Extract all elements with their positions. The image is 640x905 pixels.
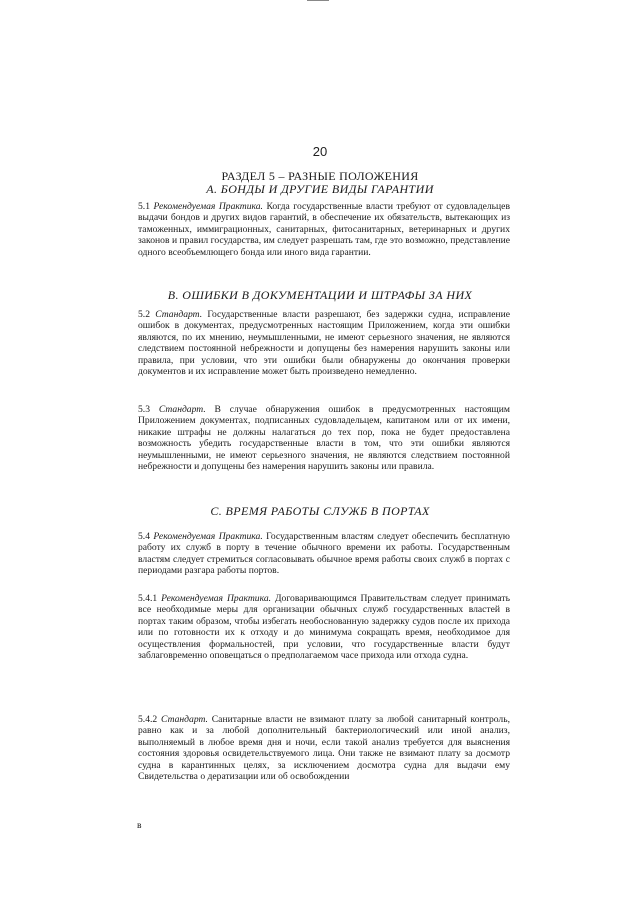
heading-b: В. ОШИБКИ В ДОКУМЕНТАЦИИ И ШТРАФЫ ЗА НИХ xyxy=(167,288,473,302)
top-edge-mark xyxy=(307,0,329,1)
paragraph-text: Санитарные власти не взимают плату за любой санитарный контроль, равно как и за любой дополнительный бактериологический или иной анализ, выполняемый в любое время дня и ночи, если такой анализ требуется для выяснения состояния здоровья освидетельствуемого лица. Они также не взимают плату за досмотр судна в карантинных целях, за исключением досмотра судна для выдачи ему Свидетельства о дератизации или об освобождении xyxy=(138,714,510,783)
paragraph-kind: Рекомендуемая Практика. xyxy=(153,531,263,542)
heading-c: С. ВРЕМЯ РАБОТЫ СЛУЖБ В ПОРТАХ xyxy=(210,504,430,518)
paragraph-5-4-2 xyxy=(138,714,510,782)
page-number: 20 xyxy=(312,144,328,159)
paragraph-5-3 xyxy=(138,404,510,472)
paragraph-number: 5.3 xyxy=(138,404,150,415)
paragraph-number: 5.4 xyxy=(138,531,150,542)
paragraph-kind: Стандарт. xyxy=(158,404,206,415)
paragraph-kind: Стандарт. xyxy=(161,714,208,725)
paragraph-5-1 xyxy=(138,201,510,258)
paragraph-text: В случае обнаружения ошибок в предусмотренных настоящим Приложением документах, подписанных судовладельцем, капитаном или от их имени, никакие штрафы не должны налагаться до тех пор, пока не будет предоставлена возможность убедить государственные власти в том, что эти ошибки являются неумышленными, не имеют серьезного значения, не являются следствием постоянной небрежности и допущены без намерения нарушить законы или правила. xyxy=(138,404,510,473)
paragraph-kind: Рекомендуемая Практика. xyxy=(161,593,272,604)
heading-a: А. БОНДЫ И ДРУГИЕ ВИДЫ ГАРАНТИИ xyxy=(206,182,434,196)
paragraph-number: 5.4.1 xyxy=(138,593,158,604)
paragraph-text: Государственным властям следует обеспечить бесплатную работу их служб в порту в течение обычного времени их работы. Государственным властям следует стремиться согласовывать обычное время работы своих служб в портах с периодами разгара работы портов. xyxy=(138,531,510,577)
paragraph-text: Когда государственные власти требуют от судовладельцев выдачи бондов и других видов гарантий, в обеспечение их обязательств, вытекающих из таможенных, иммиграционных, санитарных, фитосанитарных, ветеринарных и других законов и правил государства, им следует разрешать там, где это возможно, представление одного всеобъемлющего бонда или иного вида гарантии. xyxy=(138,201,510,258)
paragraph-5-4 xyxy=(138,531,510,577)
paragraph-kind: Стандарт. xyxy=(155,309,203,320)
paragraph-5-2 xyxy=(138,309,510,377)
paragraph-number: 5.4.2 xyxy=(138,714,158,725)
continuation-word: в xyxy=(137,820,142,831)
paragraph-number: 5.1 xyxy=(138,201,150,212)
section-title: РАЗДЕЛ 5 – РАЗНЫЕ ПОЛОЖЕНИЯ xyxy=(221,169,419,183)
paragraph-5-4-1 xyxy=(138,593,510,661)
paragraph-number: 5.2 xyxy=(138,309,150,320)
paragraph-text: Государственные власти разрешают, без задержки судна, исправление ошибок в документах, предусмотренных настоящим Приложением, когда эти ошибки являются, по их мнению, неумышленными, не имеют серьезного значения, не являются следствием постоянной небрежности и допущены без намерения нарушить законы или правила, при условии, что эти ошибки были обнаружены до окончания проверки документов и их исправление может быть произведено немедленно. xyxy=(138,309,510,378)
paragraph-kind: Рекомендуемая Практика. xyxy=(153,201,263,212)
paragraph-text: Договаривающимся Правительствам следует принимать все необходимые меры для организации обычных служб государственных властей в портах таким образом, чтобы избегать необоснованную задержку судов после их прихода или по готовности их к отходу и до минимума сокращать время, необходимое для осуществления формальностей, при условии, что государственные власти будут заблаговременно оповещаться о предполагаемом часе прихода или отхода судна. xyxy=(138,593,510,662)
